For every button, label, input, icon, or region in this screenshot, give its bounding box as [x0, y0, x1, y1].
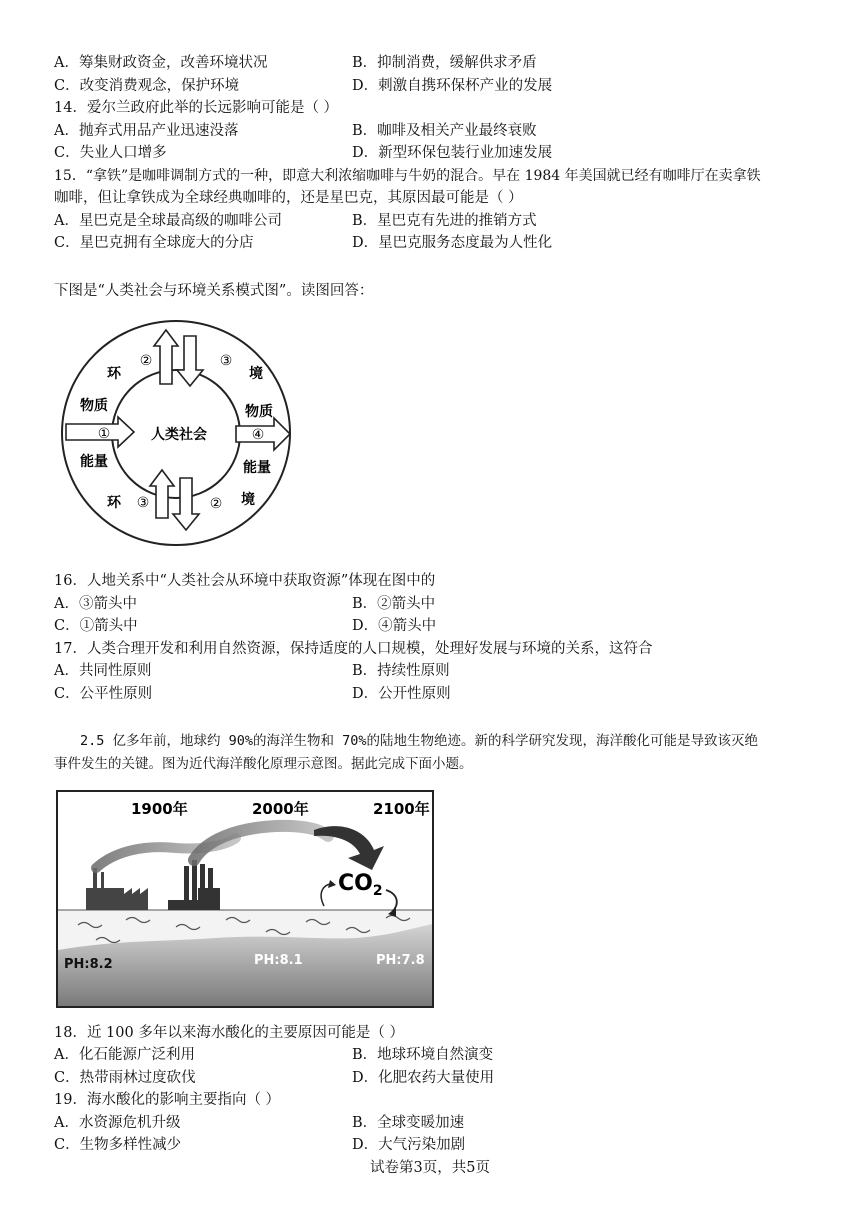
- ph-2000: PH:8.1: [254, 953, 303, 968]
- right-matter: 物质: [245, 404, 273, 420]
- q16-option-c: C．①箭头中: [54, 618, 138, 634]
- q18-option-b: B．地球环境自然演变: [352, 1047, 494, 1063]
- center-label: 人类社会: [151, 427, 207, 443]
- year-2000: 2000年: [252, 800, 309, 818]
- env-bottom-right: 境: [241, 492, 255, 508]
- q18-option-c: C．热带雨林过度砍伐: [54, 1070, 196, 1086]
- ph-2100: PH:7.8: [376, 953, 425, 968]
- label-4: ④: [251, 427, 265, 443]
- env-bottom-left: 环: [107, 495, 121, 511]
- q14-option-d: D．新型环保包装行业加速发展: [352, 145, 553, 161]
- q17-option-b: B．持续性原则: [352, 663, 450, 679]
- q16-stem: 16．人地关系中“人类社会从环境中获取资源”体现在图中的: [54, 573, 436, 589]
- q15-stem-line1: 15．“拿铁”是咖啡调制方式的一种，即意大利浓缩咖啡与牛奶的混合。早在 1984 年美国就已经有咖啡厅在卖拿铁: [54, 168, 761, 184]
- q16-option-d: D．④箭头中: [352, 618, 437, 634]
- q17-option-a: A．共同性原则: [54, 663, 152, 679]
- env-top-right: 境: [249, 366, 263, 382]
- q17-stem: 17．人类合理开发和利用自然资源，保持适度的人口规模，处理好发展与环境的关系，这符合: [54, 641, 653, 657]
- label-3-bottom: ③: [136, 495, 150, 511]
- q13-option-a: A．筹集财政资金，改善环境状况: [54, 55, 268, 71]
- q15-option-b: B．星巴克有先进的推销方式: [352, 213, 537, 229]
- q14-stem: 14．爱尔兰政府此举的长远影响可能是（ ）: [54, 100, 339, 116]
- q15-option-d: D．星巴克服务态度最为人性化: [352, 235, 553, 251]
- q18-option-a: A．化石能源广泛利用: [54, 1047, 195, 1063]
- q19-option-a: A．水资源危机升级: [54, 1115, 181, 1131]
- q16-option-b: B．②箭头中: [352, 596, 436, 612]
- q14-option-c: C．失业人口增多: [54, 145, 167, 161]
- label-2-top: ②: [139, 353, 153, 369]
- env-top-left: 环: [107, 366, 121, 382]
- year-2100: 2100年: [373, 800, 430, 818]
- left-energy: 能量: [80, 454, 108, 470]
- co2-label: $CO_2$: [338, 871, 383, 899]
- label-1: ①: [97, 426, 111, 442]
- diagram2-intro-line1: 2.5 亿多年前，地球约 90%的海洋生物和 70%的陆地生物绝迹。新的科学研究发现，海洋酸化可能是导致该灭绝: [80, 733, 759, 749]
- page-footer: 试卷第3页，共5页: [370, 1160, 490, 1176]
- q18-option-d: D．化肥农药大量使用: [352, 1070, 495, 1086]
- right-energy: 能量: [243, 460, 271, 476]
- human-environment-diagram: [56, 318, 306, 550]
- q14-option-b: B．咖啡及相关产业最终衰败: [352, 123, 537, 139]
- q15-stem-line2: 咖啡，但让拿铁成为全球经典咖啡的，还是星巴克，其原因最可能是（ ）: [54, 190, 523, 206]
- ocean-acidification-diagram: [56, 790, 434, 1008]
- q15-option-a: A．星巴克是全球最高级的咖啡公司: [54, 213, 282, 229]
- q17-option-c: C．公平性原则: [54, 686, 153, 702]
- q17-option-d: D．公开性原则: [352, 686, 451, 702]
- q19-stem: 19．海水酸化的影响主要指向（ ）: [54, 1092, 281, 1108]
- q15-option-c: C．星巴克拥有全球庞大的分店: [54, 235, 254, 251]
- left-matter: 物质: [80, 398, 108, 414]
- q19-option-d: D．大气污染加剧: [352, 1137, 466, 1153]
- diagram2-intro-line2: 事件发生的关键。图为近代海洋酸化原理示意图。据此完成下面小题。: [54, 756, 473, 772]
- diagram1-intro: 下图是“人类社会与环境关系模式图”。读图回答：: [54, 283, 374, 299]
- q13-option-d: D．刺激自携环保杯产业的发展: [352, 78, 553, 94]
- q14-option-a: A．抛弃式用品产业迅速没落: [54, 123, 239, 139]
- q18-stem: 18．近 100 多年以来海水酸化的主要原因可能是（ ）: [54, 1025, 404, 1041]
- label-3-top: ③: [219, 353, 233, 369]
- q16-option-a: A．③箭头中: [54, 596, 137, 612]
- q13-option-c: C．改变消费观念，保护环境: [54, 78, 240, 94]
- q13-option-b: B．抑制消费，缓解供求矛盾: [352, 55, 537, 71]
- q19-option-c: C．生物多样性减少: [54, 1137, 182, 1153]
- ph-1900: PH:8.2: [64, 957, 113, 972]
- label-2-bottom: ②: [209, 496, 223, 512]
- q19-option-b: B．全球变暖加速: [352, 1115, 465, 1131]
- year-1900: 1900年: [131, 800, 188, 818]
